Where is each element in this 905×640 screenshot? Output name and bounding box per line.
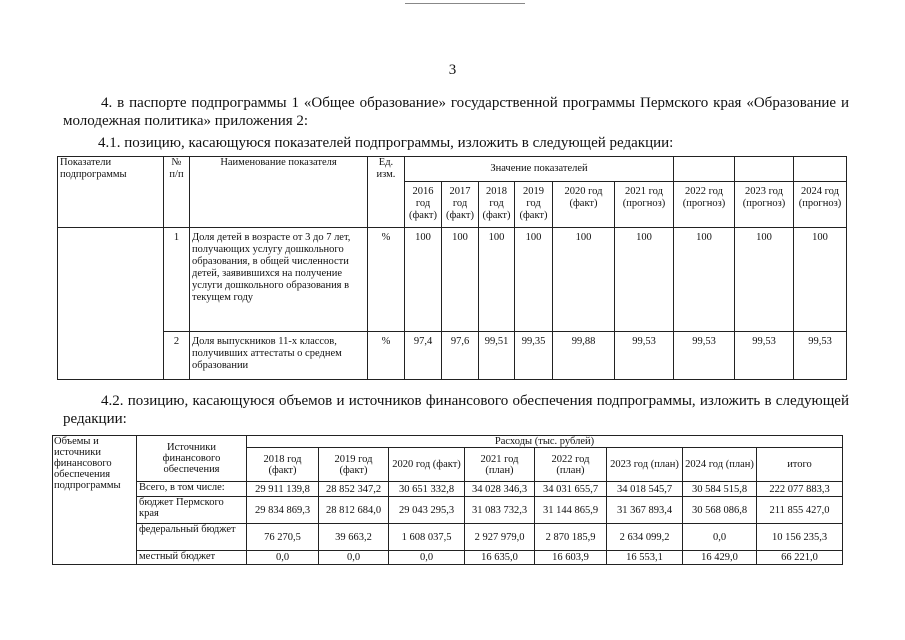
source-name: местный бюджет [137, 551, 247, 565]
year-header: 2023 год (план) [607, 448, 683, 482]
indicator-value: 100 [794, 228, 847, 332]
table-row [53, 524, 843, 551]
table-row [58, 332, 847, 380]
indicator-unit: % [368, 228, 405, 332]
year-header: 2024 год (план) [683, 448, 757, 482]
amount-total: 66 221,0 [757, 551, 843, 565]
indicator-value: 99,88 [553, 332, 615, 380]
year-header: 2022 год (прогноз) [674, 182, 735, 228]
amount-cell: 31 144 865,9 [535, 497, 607, 524]
paragraph-4-2: 4.2. позицию, касающуюся объемов и источников финансового обеспечения подпрограммы, изложить в следующей редакции: [63, 393, 849, 427]
amount-cell: 34 028 346,3 [465, 482, 535, 497]
indicator-name: Доля выпускников 11-х классов, получивших аттестаты о среднем образовании [190, 332, 368, 380]
top-rule [405, 3, 525, 4]
header-unit: Ед. изм. [368, 157, 405, 228]
financing-table [52, 435, 843, 565]
amount-cell: 31 083 732,3 [465, 497, 535, 524]
amount-cell: 76 270,5 [247, 524, 319, 551]
indicator-name: Доля детей в возрасте от 3 до 7 лет, получающих услугу дошкольного образования, в общей численности детей, заявившихся на получение услуги дошкольного образования в текущем году [190, 228, 368, 332]
indicators-table [57, 156, 847, 380]
page-number: 3 [448, 62, 457, 78]
year-header: 2022 год (план) [535, 448, 607, 482]
year-header: 2019 год (факт) [319, 448, 389, 482]
amount-cell: 30 584 515,8 [683, 482, 757, 497]
indicator-value: 100 [615, 228, 674, 332]
header-empty-1 [674, 157, 735, 182]
indicator-value: 99,51 [479, 332, 515, 380]
header-indicators: Показатели подпрограммы [58, 157, 164, 228]
source-name: федеральный бюджет [137, 524, 247, 551]
indicators-label-cell [58, 228, 164, 380]
indicator-value: 99,53 [674, 332, 735, 380]
paragraph-4: 4. в паспорте подпрограммы 1 «Общее образование» государственной программы Пермского края «Образование и молодежная политика» приложения 2: [63, 95, 849, 129]
amount-cell: 2 634 099,2 [607, 524, 683, 551]
indicator-value: 100 [479, 228, 515, 332]
amount-cell: 0,0 [389, 551, 465, 565]
year-header: 2016 год (факт) [405, 182, 442, 228]
amount-cell: 29 834 869,3 [247, 497, 319, 524]
row-num: 1 [164, 228, 190, 332]
indicator-value: 100 [674, 228, 735, 332]
row-num: 2 [164, 332, 190, 380]
source-name: бюджет Пермского края [137, 497, 247, 524]
header-total: итого [757, 448, 843, 482]
indicator-value: 99,35 [515, 332, 553, 380]
table-row [58, 228, 847, 332]
indicator-value: 100 [515, 228, 553, 332]
amount-cell: 34 018 545,7 [607, 482, 683, 497]
amount-cell: 2 927 979,0 [465, 524, 535, 551]
year-header: 2019 год (факт) [515, 182, 553, 228]
paragraph-4-1: 4.1. позицию, касающуюся показателей подпрограммы, изложить в следующей редакции: [98, 135, 674, 151]
year-header: 2017 год (факт) [442, 182, 479, 228]
header-sources: Источники финансового обеспечения [137, 436, 247, 482]
table-row [53, 497, 843, 524]
year-header: 2023 год (прогноз) [735, 182, 794, 228]
header-values: Значение показателей [405, 157, 674, 182]
amount-total: 211 855 427,0 [757, 497, 843, 524]
table-row [53, 482, 843, 497]
indicator-value: 99,53 [615, 332, 674, 380]
table-row [53, 551, 843, 565]
year-header: 2020 год (факт) [553, 182, 615, 228]
header-num: № п/п [164, 157, 190, 228]
amount-cell: 29 043 295,3 [389, 497, 465, 524]
amount-cell: 2 870 185,9 [535, 524, 607, 551]
amount-cell: 28 812 684,0 [319, 497, 389, 524]
amount-cell: 34 031 655,7 [535, 482, 607, 497]
amount-total: 222 077 883,3 [757, 482, 843, 497]
header-empty-2 [735, 157, 794, 182]
amount-cell: 29 911 139,8 [247, 482, 319, 497]
amount-total: 10 156 235,3 [757, 524, 843, 551]
amount-cell: 16 603,9 [535, 551, 607, 565]
amount-cell: 28 852 347,2 [319, 482, 389, 497]
indicator-value: 97,6 [442, 332, 479, 380]
amount-cell: 1 608 037,5 [389, 524, 465, 551]
year-header: 2024 год (прогноз) [794, 182, 847, 228]
header-volumes: Объемы и источники финансового обеспечения подпрограммы [53, 436, 137, 565]
year-header: 2021 год (план) [465, 448, 535, 482]
indicator-value: 97,4 [405, 332, 442, 380]
indicator-value: 100 [735, 228, 794, 332]
amount-cell: 30 568 086,8 [683, 497, 757, 524]
header-empty-3 [794, 157, 847, 182]
amount-cell: 39 663,2 [319, 524, 389, 551]
year-header: 2018 год (факт) [479, 182, 515, 228]
indicator-value: 100 [405, 228, 442, 332]
year-header: 2021 год (прогноз) [615, 182, 674, 228]
header-expenses: Расходы (тыс. рублей) [247, 436, 843, 448]
indicator-value: 99,53 [735, 332, 794, 380]
source-name: Всего, в том числе: [137, 482, 247, 497]
amount-cell: 16 635,0 [465, 551, 535, 565]
amount-cell: 31 367 893,4 [607, 497, 683, 524]
indicator-unit: % [368, 332, 405, 380]
amount-cell: 16 553,1 [607, 551, 683, 565]
amount-cell: 16 429,0 [683, 551, 757, 565]
indicator-value: 100 [442, 228, 479, 332]
year-header: 2020 год (факт) [389, 448, 465, 482]
header-name: Наименование показателя [190, 157, 368, 228]
year-header: 2018 год (факт) [247, 448, 319, 482]
indicator-value: 100 [553, 228, 615, 332]
amount-cell: 0,0 [247, 551, 319, 565]
amount-cell: 0,0 [319, 551, 389, 565]
amount-cell: 30 651 332,8 [389, 482, 465, 497]
indicator-value: 99,53 [794, 332, 847, 380]
amount-cell: 0,0 [683, 524, 757, 551]
